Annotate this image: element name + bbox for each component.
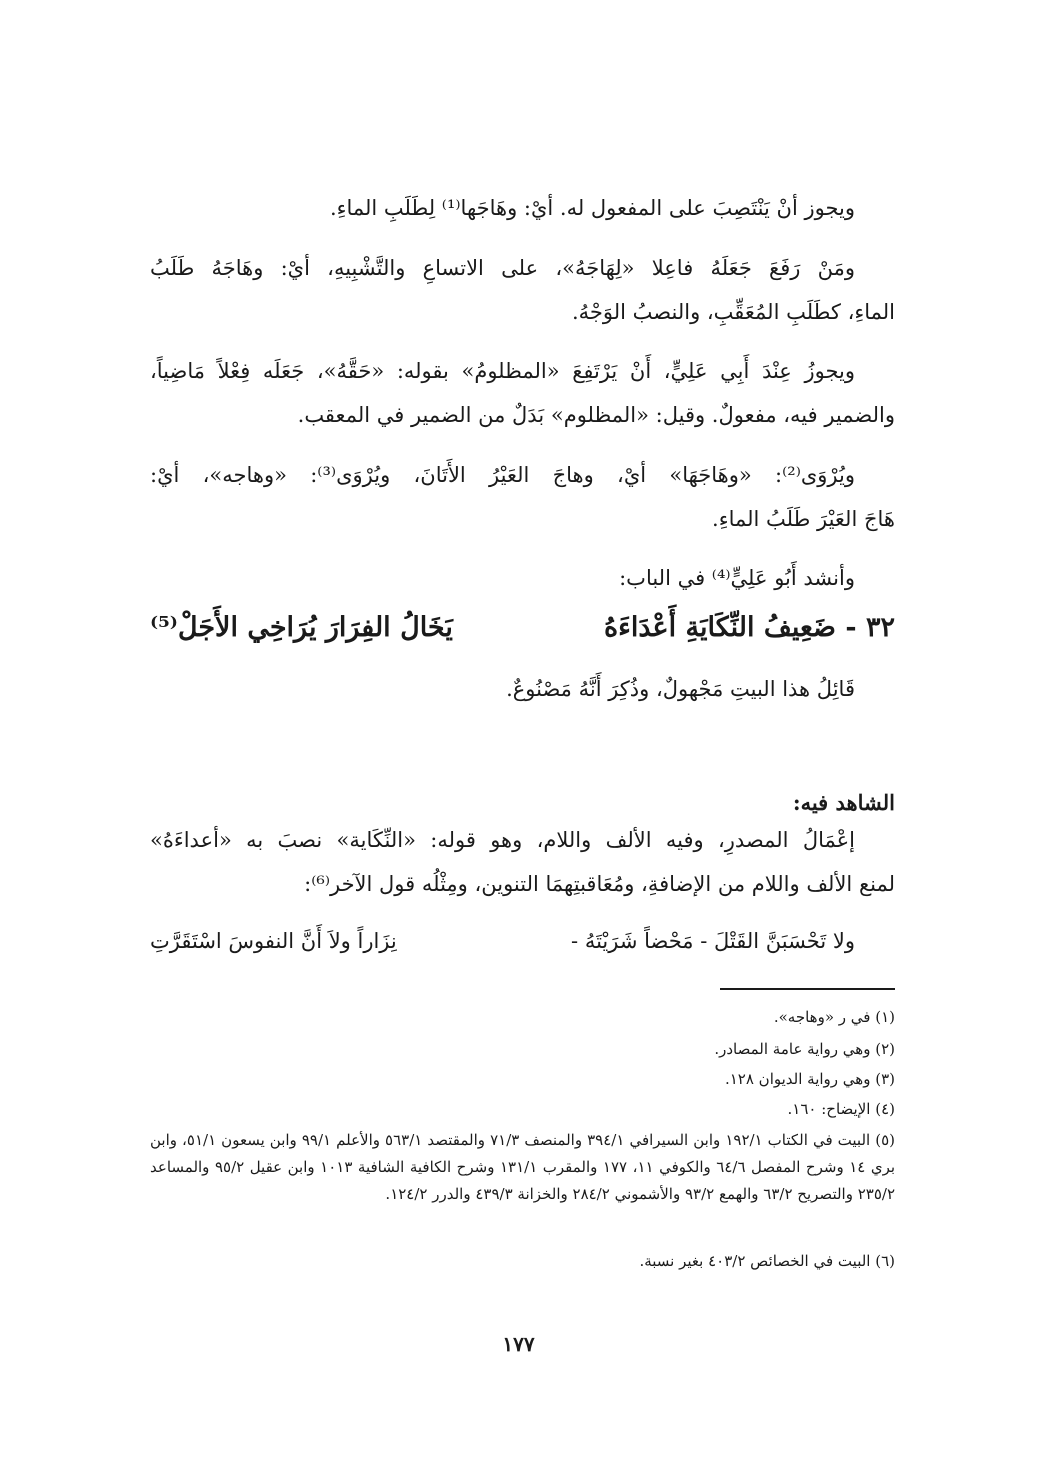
page-number: ١٧٧ — [502, 1332, 535, 1356]
paragraph-3-line-1: ويجوزُ عِنْدَ أَبِي عَلِيٍّ، أَنْ يَرْتَفِعَ «المظلومُ» بقوله: «حَقَّهُ»، جَعَلَه فِعْلاً مَاضِياً، — [150, 359, 855, 383]
section-heading: الشاهد فيه: — [792, 790, 895, 815]
paragraph-7-line-1: إعْمَالُ المصدرِ، وفيه الألف واللام، وهو قوله: «النِّكَاية» نصبَ به «أعداءَهُ» — [150, 828, 855, 852]
footnote-1: (١) في ر «وهاجه». — [773, 1008, 895, 1026]
paragraph-4-line-2: هَاجَ العَيْرَ طَلَبُ الماءِ. — [712, 507, 895, 531]
paragraph-2-line-1: ومَنْ رَفَعَ جَعَلَهُ فاعِلا «لِهَاجَهُ»، على الاتساعِ والتَّشْبِيهِ، أيْ: وهَاجَهُ طَلَبُ — [150, 256, 855, 280]
footnote-separator — [720, 988, 895, 990]
paragraph-4-line-1: ويُرْوَى⁽²⁾: «وهَاجَهَا» أيْ، وهاجَ العَيْرُ الأَتَانَ، ويُرْوَى⁽³⁾: «وهاجه»، أيْ: — [150, 463, 855, 487]
verse-quote-second-hemistich: نِزَاراً ولاَ أَنَّ النفوسَ اسْتَقَرَّتِ — [150, 929, 397, 953]
verse-32 — [150, 610, 895, 646]
paragraph-1: ويجوز أنْ يَنْتَصِبَ على المفعول له. أيْ: وهَاجَها⁽¹⁾ لِطَلَبِ الماءِ. — [329, 196, 855, 220]
verse-32-first-hemistich: ٣٢ - ضَعِيفُ النِّكَايَةِ أَعْدَاءَهُ — [604, 612, 895, 643]
paragraph-6: قَائِلُ هذا البيتِ مَجْهولٌ، وذُكِرَ أَنَّهُ مَصْنُوعٌ. — [506, 677, 855, 701]
paragraph-2-line-2: الماءِ، كطَلَبِ المُعَقِّبِ، والنصبُ الوَجْهُ. — [572, 300, 895, 324]
paragraph-5: وأنشد أَبُو عَلِيٍّ⁽⁴⁾ في الباب: — [619, 566, 855, 590]
verse-32-second-hemistich: يَخَالُ الفِرَارَ يُرَاخِي الأَجَلْ⁽⁵⁾ — [150, 612, 453, 643]
page — [150, 0, 895, 1477]
footnote-6: (٦) البيت في الخصائص ٤٠٣/٢ بغير نسبة. — [639, 1252, 895, 1270]
footnote-3: (٣) وهي رواية الديوان ١٢٨. — [724, 1070, 895, 1088]
verse-quote-first-hemistich: ولا تَحْسَبَنَّ القَتْلَ - مَحْضاً شَرَيْتَهُ - — [571, 929, 855, 953]
verse-quote — [150, 925, 895, 957]
footnote-5: (٥) البيت في الكتاب ١٩٢/١ وابن السيرافي ٣٩٤/١ والمنصف ٧١/٣ والمقتصد ٥٦٣/١ والأعلم ٩٩/١ وابن يسعون ٥١/١، وابن بري ١٤ وشرح المفصل ٦٤/٦ والكوفي ١١، ١٧٧ والمقرب ١٣١/١ وشرح الكافية الشافية ١٠١٣ وابن عقيل ٩٥/٢ والمساعد ٢٣٥/٢ والتصريح ٦٣/٢ والهمع ٩٣/٢ والأشموني ٢٨٤/٢ والخزانة ٤٣٩/٣ والدرر ١٢٤/٢. — [150, 1131, 896, 1203]
paragraph-7-line-2: لمنع الألف واللام من الإضافةِ، ومُعَاقبتِهمَا التنوين، ومِثْلُه قول الآخر⁽⁶⁾: — [304, 872, 895, 896]
footnote-2: (٢) وهي رواية عامة المصادر. — [714, 1040, 895, 1058]
footnote-4: (٤) الإيضاح: ١٦٠. — [787, 1100, 895, 1118]
paragraph-3-line-2: والضمير فيه، مفعولٌ. وقيل: «المظلوم» بَدَلٌ من الضمير في المعقب. — [297, 403, 895, 427]
